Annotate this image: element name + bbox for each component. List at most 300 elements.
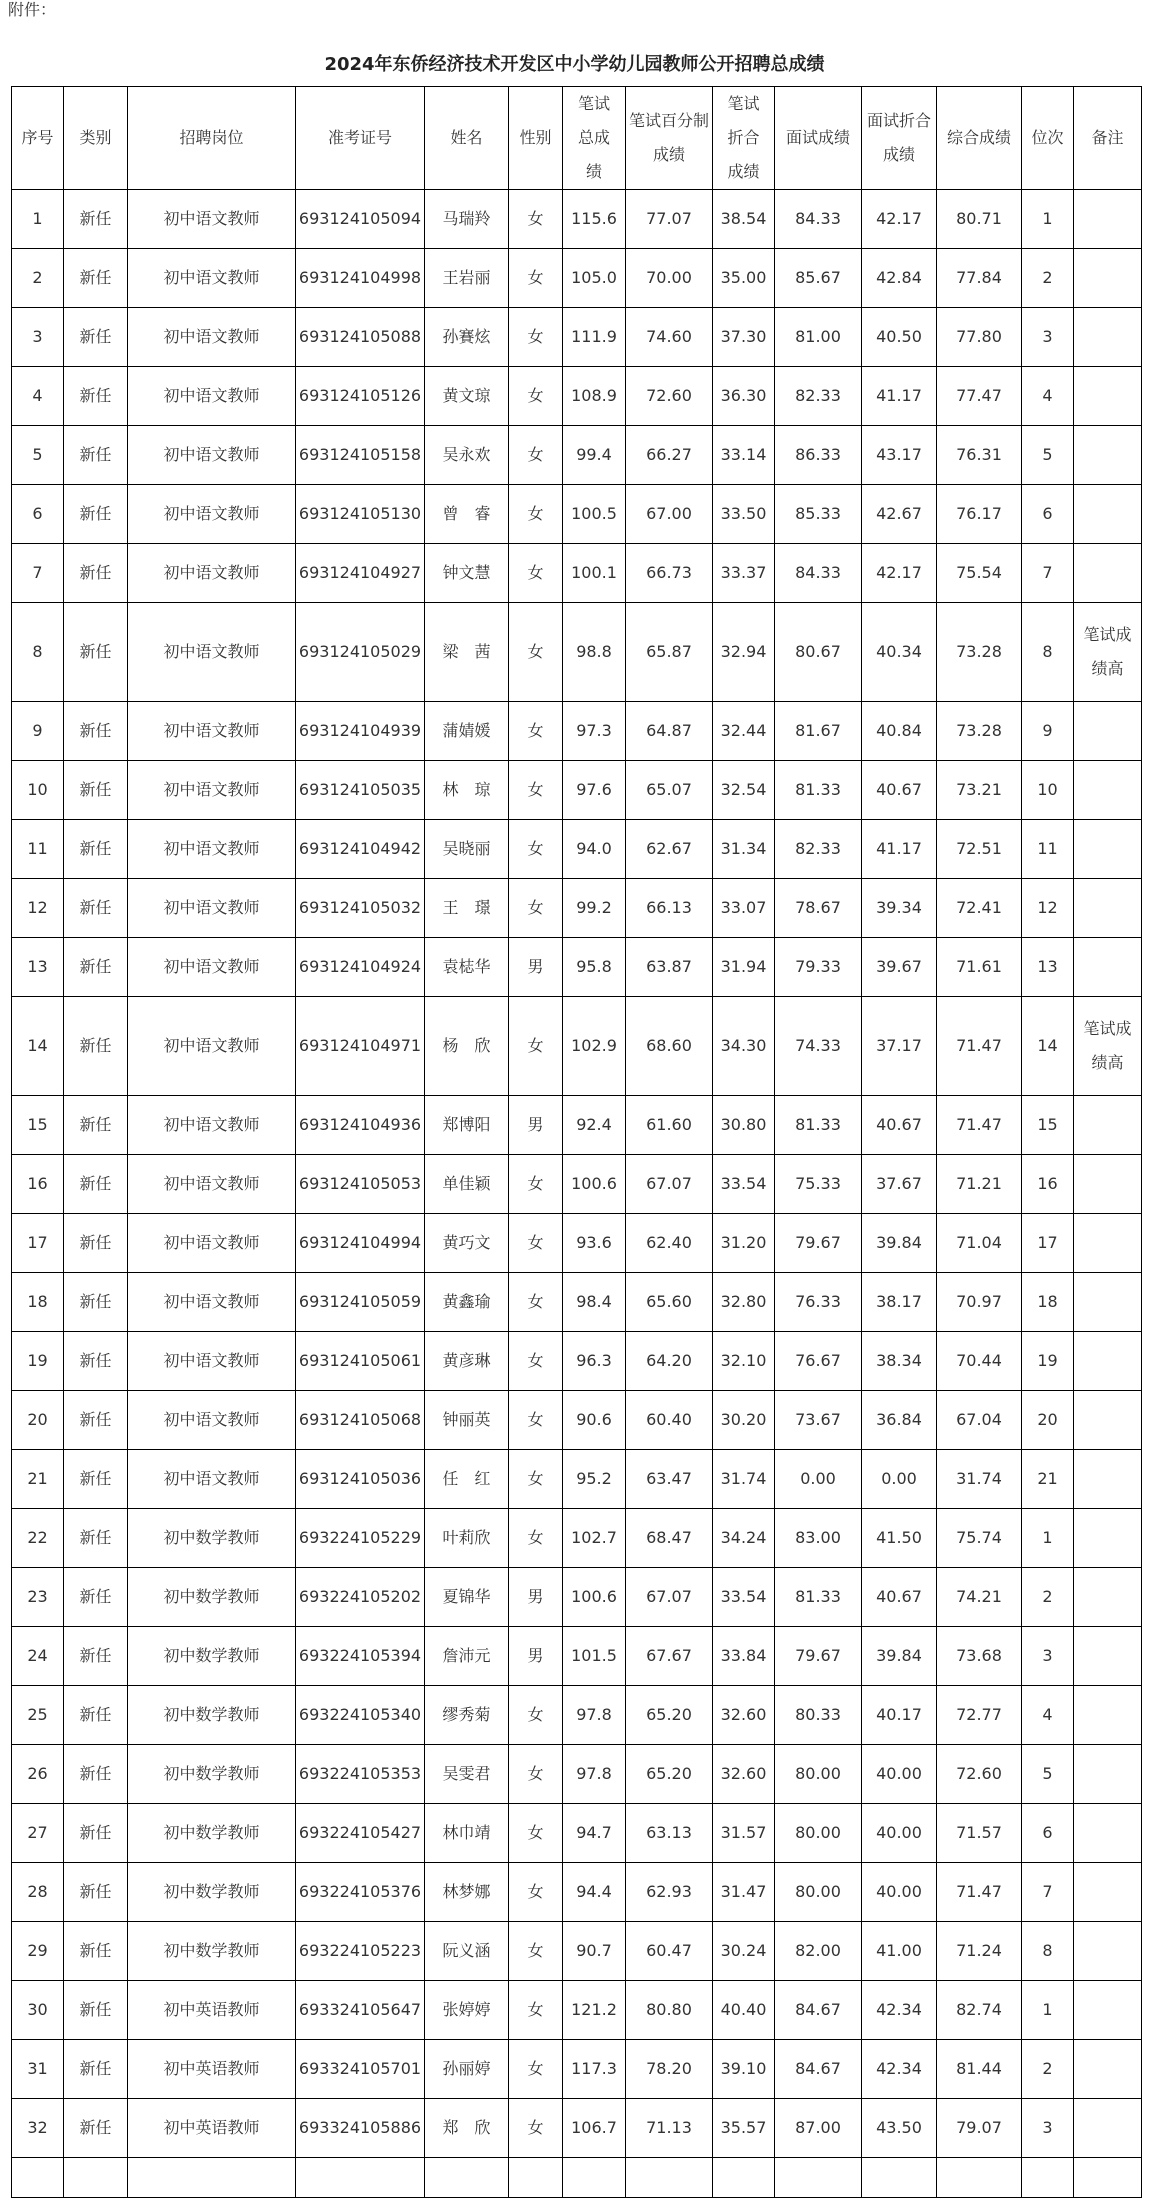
- table-row: [12, 938, 1142, 997]
- row-interview-converted: 40.00: [862, 1863, 937, 1922]
- table-row: [12, 308, 1142, 367]
- row-total: 71.47: [937, 1096, 1022, 1155]
- row-interview: 80.33: [775, 1686, 862, 1745]
- row-rank: 6: [1022, 485, 1074, 544]
- row-cell-empty: [296, 2158, 425, 2198]
- row-name: 林 琼: [425, 761, 509, 820]
- row-name: 曾 睿: [425, 485, 509, 544]
- row-written-converted: 31.34: [713, 820, 775, 879]
- row-post: 初中语文教师: [128, 938, 296, 997]
- row-note: [1074, 367, 1142, 426]
- row-cell-empty: [775, 2158, 862, 2198]
- col-header-no: 序号: [12, 87, 64, 190]
- row-no: 7: [12, 544, 64, 603]
- row-ticket-id: 693124104936: [296, 1096, 425, 1155]
- row-written-percent: 68.47: [626, 1509, 713, 1568]
- row-written-converted: 38.54: [713, 190, 775, 249]
- row-ticket-id: 693124105059: [296, 1273, 425, 1332]
- row-category: 新任: [64, 938, 128, 997]
- row-category: 新任: [64, 1450, 128, 1509]
- row-written-percent: 65.07: [626, 761, 713, 820]
- row-interview: 75.33: [775, 1155, 862, 1214]
- col-header-ticket-id: 准考证号: [296, 87, 425, 190]
- table-row: [12, 997, 1142, 1096]
- row-interview: 82.33: [775, 820, 862, 879]
- row-name: 詹沛元: [425, 1627, 509, 1686]
- row-written-total: 95.2: [563, 1450, 626, 1509]
- row-no: 22: [12, 1509, 64, 1568]
- row-written-converted: 34.30: [713, 997, 775, 1096]
- row-written-percent: 64.87: [626, 702, 713, 761]
- row-sex: 女: [509, 1863, 563, 1922]
- row-rank: 20: [1022, 1391, 1074, 1450]
- row-interview-converted: 42.17: [862, 190, 937, 249]
- row-interview: 82.33: [775, 367, 862, 426]
- col-header-name: 姓名: [425, 87, 509, 190]
- row-note: [1074, 1922, 1142, 1981]
- score-table: [11, 86, 1142, 2198]
- row-category: 新任: [64, 702, 128, 761]
- row-ticket-id: 693124104927: [296, 544, 425, 603]
- row-total: 73.21: [937, 761, 1022, 820]
- row-written-percent: 62.93: [626, 1863, 713, 1922]
- row-interview: 85.67: [775, 249, 862, 308]
- row-interview-converted: 39.84: [862, 1627, 937, 1686]
- row-no: 4: [12, 367, 64, 426]
- row-total: 73.68: [937, 1627, 1022, 1686]
- table-row: [12, 1155, 1142, 1214]
- row-category: 新任: [64, 1568, 128, 1627]
- row-written-percent: 63.13: [626, 1804, 713, 1863]
- row-written-total: 100.1: [563, 544, 626, 603]
- row-category: 新任: [64, 1214, 128, 1273]
- row-category: 新任: [64, 1155, 128, 1214]
- row-category: 新任: [64, 879, 128, 938]
- row-rank: 2: [1022, 2040, 1074, 2099]
- row-name: 黄彦琳: [425, 1332, 509, 1391]
- row-interview-converted: 42.67: [862, 485, 937, 544]
- row-written-percent: 65.87: [626, 603, 713, 702]
- row-post: 初中英语教师: [128, 1981, 296, 2040]
- row-written-converted: 30.24: [713, 1922, 775, 1981]
- row-cell-empty: [713, 2158, 775, 2198]
- row-interview-converted: 40.50: [862, 308, 937, 367]
- row-total: 77.47: [937, 367, 1022, 426]
- row-note: [1074, 702, 1142, 761]
- row-note: [1074, 1627, 1142, 1686]
- row-interview: 76.67: [775, 1332, 862, 1391]
- row-total: 72.51: [937, 820, 1022, 879]
- row-ticket-id: 693224105229: [296, 1509, 425, 1568]
- row-sex: 女: [509, 1214, 563, 1273]
- row-name: 钟文慧: [425, 544, 509, 603]
- row-no: 29: [12, 1922, 64, 1981]
- row-written-converted: 32.60: [713, 1745, 775, 1804]
- row-no: 31: [12, 2040, 64, 2099]
- table-row: [12, 1568, 1142, 1627]
- row-sex: 女: [509, 1686, 563, 1745]
- row-written-percent: 71.13: [626, 2099, 713, 2158]
- row-written-total: 102.7: [563, 1509, 626, 1568]
- table-row: [12, 190, 1142, 249]
- row-interview: 79.33: [775, 938, 862, 997]
- row-written-converted: 34.24: [713, 1509, 775, 1568]
- row-name: 黄巧文: [425, 1214, 509, 1273]
- row-note: [1074, 426, 1142, 485]
- row-rank: 7: [1022, 544, 1074, 603]
- row-category: 新任: [64, 485, 128, 544]
- row-total: 72.77: [937, 1686, 1022, 1745]
- row-no: 12: [12, 879, 64, 938]
- row-written-converted: 30.20: [713, 1391, 775, 1450]
- row-cell-empty: [862, 2158, 937, 2198]
- row-sex: 男: [509, 1096, 563, 1155]
- row-written-converted: 33.07: [713, 879, 775, 938]
- row-rank: 11: [1022, 820, 1074, 879]
- row-rank: 4: [1022, 1686, 1074, 1745]
- row-total: 81.44: [937, 2040, 1022, 2099]
- table-row-partial: [12, 2158, 1142, 2198]
- row-interview-converted: 40.00: [862, 1745, 937, 1804]
- row-name: 王 璟: [425, 879, 509, 938]
- row-total: 72.60: [937, 1745, 1022, 1804]
- row-rank: 3: [1022, 2099, 1074, 2158]
- row-rank: 13: [1022, 938, 1074, 997]
- row-category: 新任: [64, 544, 128, 603]
- row-cell-empty: [128, 2158, 296, 2198]
- row-written-converted: 32.54: [713, 761, 775, 820]
- row-total: 71.47: [937, 997, 1022, 1096]
- row-category: 新任: [64, 190, 128, 249]
- row-written-percent: 60.47: [626, 1922, 713, 1981]
- row-ticket-id: 693124104939: [296, 702, 425, 761]
- row-interview-converted: 40.67: [862, 1096, 937, 1155]
- row-name: 叶莉欣: [425, 1509, 509, 1568]
- row-name: 黄鑫瑜: [425, 1273, 509, 1332]
- row-no: 23: [12, 1568, 64, 1627]
- table-row: [12, 426, 1142, 485]
- row-rank: 18: [1022, 1273, 1074, 1332]
- row-interview-converted: 42.34: [862, 2040, 937, 2099]
- row-no: 9: [12, 702, 64, 761]
- row-interview-converted: 38.34: [862, 1332, 937, 1391]
- row-total: 71.21: [937, 1155, 1022, 1214]
- col-header-total: 综合成绩: [937, 87, 1022, 190]
- row-rank: 1: [1022, 190, 1074, 249]
- row-post: 初中语文教师: [128, 603, 296, 702]
- row-total: 71.04: [937, 1214, 1022, 1273]
- row-interview: 83.00: [775, 1509, 862, 1568]
- row-no: 25: [12, 1686, 64, 1745]
- row-written-total: 100.5: [563, 485, 626, 544]
- row-ticket-id: 693124104924: [296, 938, 425, 997]
- row-written-total: 97.8: [563, 1686, 626, 1745]
- row-note: [1074, 1568, 1142, 1627]
- row-note: [1074, 1450, 1142, 1509]
- row-note-text: 笔试成绩高: [1083, 1019, 1132, 1072]
- row-rank: 14: [1022, 997, 1074, 1096]
- row-sex: 女: [509, 190, 563, 249]
- row-note-text: 笔试成绩高: [1083, 625, 1132, 678]
- row-ticket-id: 693124105126: [296, 367, 425, 426]
- row-written-percent: 63.47: [626, 1450, 713, 1509]
- row-rank: 10: [1022, 761, 1074, 820]
- row-written-percent: 77.07: [626, 190, 713, 249]
- row-name: 单佳颖: [425, 1155, 509, 1214]
- row-rank: 4: [1022, 367, 1074, 426]
- table-row: [12, 820, 1142, 879]
- row-written-converted: 31.47: [713, 1863, 775, 1922]
- row-sex: 女: [509, 1981, 563, 2040]
- table-row: [12, 1391, 1142, 1450]
- table-row: [12, 1214, 1142, 1273]
- row-no: 19: [12, 1332, 64, 1391]
- row-total: 73.28: [937, 603, 1022, 702]
- row-written-total: 102.9: [563, 997, 626, 1096]
- row-interview: 80.67: [775, 603, 862, 702]
- row-post: 初中语文教师: [128, 702, 296, 761]
- row-sex: 女: [509, 1922, 563, 1981]
- row-name: 郑博阳: [425, 1096, 509, 1155]
- row-written-total: 100.6: [563, 1568, 626, 1627]
- row-interview-converted: 40.84: [862, 702, 937, 761]
- table-row: [12, 1332, 1142, 1391]
- table-row: [12, 2040, 1142, 2099]
- row-category: 新任: [64, 367, 128, 426]
- row-category: 新任: [64, 1627, 128, 1686]
- row-written-percent: 65.20: [626, 1686, 713, 1745]
- row-post: 初中语文教师: [128, 308, 296, 367]
- row-ticket-id: 693324105886: [296, 2099, 425, 2158]
- row-rank: 5: [1022, 1745, 1074, 1804]
- row-ticket-id: 693224105394: [296, 1627, 425, 1686]
- row-sex: 女: [509, 249, 563, 308]
- table-row: [12, 761, 1142, 820]
- row-written-total: 99.4: [563, 426, 626, 485]
- row-note: [1074, 1214, 1142, 1273]
- row-written-total: 95.8: [563, 938, 626, 997]
- col-header-interview: 面试成绩: [775, 87, 862, 190]
- table-row: [12, 1804, 1142, 1863]
- row-ticket-id: 693324105647: [296, 1981, 425, 2040]
- row-cell-empty: [509, 2158, 563, 2198]
- row-written-total: 94.7: [563, 1804, 626, 1863]
- row-name: 吴永欢: [425, 426, 509, 485]
- row-total: 70.44: [937, 1332, 1022, 1391]
- row-no: 11: [12, 820, 64, 879]
- row-rank: 1: [1022, 1981, 1074, 2040]
- row-interview-converted: 37.67: [862, 1155, 937, 1214]
- row-category: 新任: [64, 1332, 128, 1391]
- row-rank: 7: [1022, 1863, 1074, 1922]
- table-row: [12, 1450, 1142, 1509]
- row-no: 27: [12, 1804, 64, 1863]
- row-cell-empty: [64, 2158, 128, 2198]
- row-interview: 79.67: [775, 1627, 862, 1686]
- row-no: 14: [12, 997, 64, 1096]
- row-rank: 8: [1022, 1922, 1074, 1981]
- row-name: 夏锦华: [425, 1568, 509, 1627]
- row-interview: 79.67: [775, 1214, 862, 1273]
- row-rank: 1: [1022, 1509, 1074, 1568]
- row-name: 郑 欣: [425, 2099, 509, 2158]
- row-no: 17: [12, 1214, 64, 1273]
- row-total: 67.04: [937, 1391, 1022, 1450]
- row-post: 初中语文教师: [128, 1391, 296, 1450]
- row-category: 新任: [64, 820, 128, 879]
- row-name: 黄文琼: [425, 367, 509, 426]
- row-category: 新任: [64, 1686, 128, 1745]
- row-written-converted: 33.50: [713, 485, 775, 544]
- table-row: [12, 367, 1142, 426]
- row-written-converted: 33.14: [713, 426, 775, 485]
- row-note: [1074, 879, 1142, 938]
- row-no: 28: [12, 1863, 64, 1922]
- row-post: 初中语文教师: [128, 1273, 296, 1332]
- row-ticket-id: 693124105053: [296, 1155, 425, 1214]
- col-header-post: 招聘岗位: [128, 87, 296, 190]
- attachment-label: 附件：: [8, 0, 57, 19]
- row-written-total: 100.6: [563, 1155, 626, 1214]
- row-written-percent: 66.27: [626, 426, 713, 485]
- col-header-written-converted: 笔试折合成绩: [713, 87, 775, 190]
- row-interview: 86.33: [775, 426, 862, 485]
- row-post: 初中语文教师: [128, 190, 296, 249]
- row-written-total: 121.2: [563, 1981, 626, 2040]
- row-written-converted: 32.60: [713, 1686, 775, 1745]
- row-total: 79.07: [937, 2099, 1022, 2158]
- table-row: [12, 544, 1142, 603]
- row-note: [1074, 1096, 1142, 1155]
- row-interview: 84.67: [775, 2040, 862, 2099]
- row-cell-empty: [12, 2158, 64, 2198]
- row-interview-converted: 42.34: [862, 1981, 937, 2040]
- row-sex: 女: [509, 820, 563, 879]
- row-name: 马瑞羚: [425, 190, 509, 249]
- row-interview-converted: 40.34: [862, 603, 937, 702]
- row-category: 新任: [64, 1922, 128, 1981]
- row-written-total: 117.3: [563, 2040, 626, 2099]
- row-ticket-id: 693224105340: [296, 1686, 425, 1745]
- row-post: 初中语文教师: [128, 1450, 296, 1509]
- row-no: 16: [12, 1155, 64, 1214]
- row-interview: 78.67: [775, 879, 862, 938]
- row-interview: 74.33: [775, 997, 862, 1096]
- row-written-converted: 33.54: [713, 1568, 775, 1627]
- row-interview: 81.33: [775, 761, 862, 820]
- row-category: 新任: [64, 1391, 128, 1450]
- row-no: 10: [12, 761, 64, 820]
- row-no: 6: [12, 485, 64, 544]
- row-sex: 女: [509, 1273, 563, 1332]
- row-total: 71.47: [937, 1863, 1022, 1922]
- row-note: [1074, 249, 1142, 308]
- table-row: [12, 879, 1142, 938]
- row-cell-empty: [563, 2158, 626, 2198]
- row-written-converted: 36.30: [713, 367, 775, 426]
- table-row: [12, 1273, 1142, 1332]
- row-total: 77.84: [937, 249, 1022, 308]
- row-written-total: 97.3: [563, 702, 626, 761]
- col-header-written-total: 笔试总成绩: [563, 87, 626, 190]
- row-note: [1074, 2040, 1142, 2099]
- row-post: 初中数学教师: [128, 1509, 296, 1568]
- row-written-total: 105.0: [563, 249, 626, 308]
- row-written-percent: 78.20: [626, 2040, 713, 2099]
- row-name: 阮义涵: [425, 1922, 509, 1981]
- row-total: 77.80: [937, 308, 1022, 367]
- row-written-converted: 39.10: [713, 2040, 775, 2099]
- row-rank: 12: [1022, 879, 1074, 938]
- row-rank: 5: [1022, 426, 1074, 485]
- col-header-interview-converted: 面试折合成绩: [862, 87, 937, 190]
- row-interview: 81.00: [775, 308, 862, 367]
- row-interview: 81.33: [775, 1096, 862, 1155]
- row-written-total: 98.4: [563, 1273, 626, 1332]
- row-interview: 73.67: [775, 1391, 862, 1450]
- row-sex: 男: [509, 1627, 563, 1686]
- row-written-converted: 32.94: [713, 603, 775, 702]
- row-name: 林巾靖: [425, 1804, 509, 1863]
- row-interview-converted: 40.67: [862, 1568, 937, 1627]
- row-note: [1074, 938, 1142, 997]
- row-total: 80.71: [937, 190, 1022, 249]
- row-written-percent: 74.60: [626, 308, 713, 367]
- table-row: [12, 2099, 1142, 2158]
- row-interview-converted: 37.17: [862, 997, 937, 1096]
- row-cell-empty: [1022, 2158, 1074, 2198]
- row-written-percent: 62.67: [626, 820, 713, 879]
- row-written-converted: 37.30: [713, 308, 775, 367]
- row-post: 初中语文教师: [128, 485, 296, 544]
- row-interview: 80.00: [775, 1804, 862, 1863]
- row-category: 新任: [64, 1096, 128, 1155]
- row-interview: 84.33: [775, 544, 862, 603]
- row-written-total: 106.7: [563, 2099, 626, 2158]
- row-ticket-id: 693224105353: [296, 1745, 425, 1804]
- row-interview: 80.00: [775, 1745, 862, 1804]
- row-sex: 女: [509, 1391, 563, 1450]
- row-written-converted: 33.37: [713, 544, 775, 603]
- row-note: [1074, 1332, 1142, 1391]
- row-written-percent: 64.20: [626, 1332, 713, 1391]
- col-header-category: 类别: [64, 87, 128, 190]
- row-no: 30: [12, 1981, 64, 2040]
- table-row: [12, 603, 1142, 702]
- row-no: 21: [12, 1450, 64, 1509]
- table-row: [12, 1863, 1142, 1922]
- row-written-total: 94.0: [563, 820, 626, 879]
- row-sex: 女: [509, 603, 563, 702]
- row-sex: 女: [509, 308, 563, 367]
- row-no: 2: [12, 249, 64, 308]
- row-ticket-id: 693124104998: [296, 249, 425, 308]
- row-category: 新任: [64, 997, 128, 1096]
- row-post: 初中语文教师: [128, 249, 296, 308]
- row-no: 18: [12, 1273, 64, 1332]
- row-note: [1074, 1686, 1142, 1745]
- table-row: [12, 1745, 1142, 1804]
- row-written-converted: 33.84: [713, 1627, 775, 1686]
- table-row: [12, 249, 1142, 308]
- row-interview: 84.67: [775, 1981, 862, 2040]
- row-written-total: 101.5: [563, 1627, 626, 1686]
- row-written-total: 97.8: [563, 1745, 626, 1804]
- row-category: 新任: [64, 2040, 128, 2099]
- table-row: [12, 1509, 1142, 1568]
- row-ticket-id: 693124105088: [296, 308, 425, 367]
- row-name: 张婷婷: [425, 1981, 509, 2040]
